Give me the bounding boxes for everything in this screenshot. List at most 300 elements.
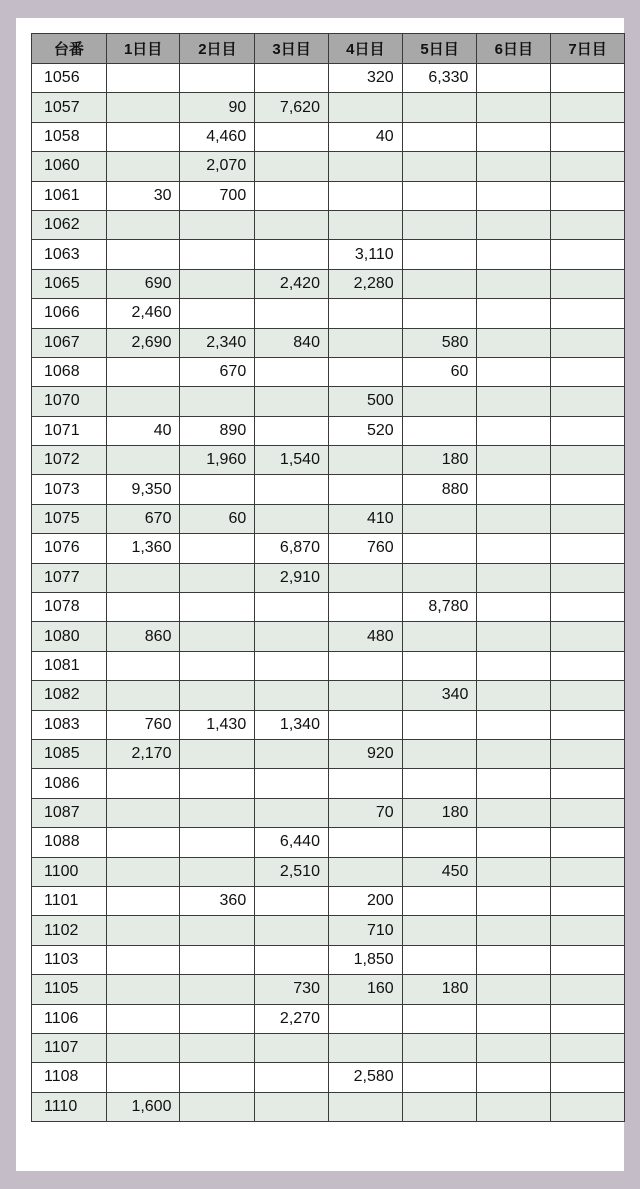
day-value-cell: 8,780	[402, 593, 477, 622]
day-value-cell	[477, 93, 551, 122]
machine-number-cell: 1078	[32, 593, 107, 622]
day-value-cell	[328, 152, 402, 181]
day-value-cell	[477, 769, 551, 798]
day-value-cell	[402, 1063, 477, 1092]
day-value-cell	[551, 739, 625, 768]
day-value-cell: 30	[106, 181, 180, 210]
day-value-cell	[402, 886, 477, 915]
day-value-cell: 70	[328, 798, 402, 827]
machine-number-cell: 1063	[32, 240, 107, 269]
day-value-cell	[328, 475, 402, 504]
day-value-cell	[477, 1004, 551, 1033]
day-value-cell	[551, 357, 625, 386]
day-value-cell	[106, 93, 180, 122]
day-value-cell: 2,170	[106, 739, 180, 768]
table-row	[32, 945, 625, 974]
day-value-cell: 1,340	[255, 710, 329, 739]
table-panel	[16, 18, 624, 1171]
day-value-cell	[477, 1092, 551, 1121]
day-value-cell	[477, 651, 551, 680]
day-value-cell	[180, 622, 255, 651]
machine-number-cell: 1072	[32, 446, 107, 475]
day-value-cell	[328, 563, 402, 592]
day-value-cell	[106, 240, 180, 269]
table-row	[32, 1092, 625, 1121]
day-value-cell	[402, 210, 477, 239]
day-value-cell	[180, 828, 255, 857]
day-value-cell	[477, 122, 551, 151]
day-value-cell	[180, 975, 255, 1004]
day-value-cell	[255, 387, 329, 416]
table-row	[32, 93, 625, 122]
day-value-cell	[477, 622, 551, 651]
day-value-cell	[180, 240, 255, 269]
day-value-cell: 160	[328, 975, 402, 1004]
day-value-cell	[106, 446, 180, 475]
day-value-cell	[255, 622, 329, 651]
day-value-cell	[328, 328, 402, 357]
day-value-cell	[477, 886, 551, 915]
day-value-cell	[477, 475, 551, 504]
table-body	[32, 64, 625, 1122]
day-value-cell	[255, 504, 329, 533]
day-value-cell	[477, 975, 551, 1004]
machine-number-cell: 1073	[32, 475, 107, 504]
machine-number-cell: 1107	[32, 1033, 107, 1062]
day-value-cell	[551, 593, 625, 622]
machine-number-cell: 1068	[32, 357, 107, 386]
day-value-cell	[477, 64, 551, 93]
day-value-cell	[328, 93, 402, 122]
day-value-cell: 60	[402, 357, 477, 386]
day-value-cell	[255, 798, 329, 827]
table-row	[32, 475, 625, 504]
day-value-cell	[328, 710, 402, 739]
table-row	[32, 534, 625, 563]
machine-number-cell: 1058	[32, 122, 107, 151]
table-row	[32, 1004, 625, 1033]
day-value-cell	[106, 357, 180, 386]
day-value-cell: 1,360	[106, 534, 180, 563]
day-value-cell	[477, 1033, 551, 1062]
day-value-cell	[551, 504, 625, 533]
table-row	[32, 681, 625, 710]
day-value-cell	[551, 886, 625, 915]
day-value-cell	[477, 152, 551, 181]
day-value-cell	[551, 622, 625, 651]
day-value-cell	[402, 534, 477, 563]
day-value-cell	[255, 299, 329, 328]
day-value-cell	[255, 593, 329, 622]
day-value-cell	[180, 563, 255, 592]
day-value-cell	[255, 357, 329, 386]
table-row	[32, 446, 625, 475]
day-value-cell	[255, 769, 329, 798]
table-row	[32, 299, 625, 328]
day-value-cell	[551, 181, 625, 210]
day-value-cell: 1,540	[255, 446, 329, 475]
day-value-cell	[402, 269, 477, 298]
day-value-cell	[477, 1063, 551, 1092]
day-value-cell	[477, 269, 551, 298]
day-value-cell	[180, 1063, 255, 1092]
day-value-cell	[551, 828, 625, 857]
day-value-cell	[551, 93, 625, 122]
day-value-cell	[477, 416, 551, 445]
day-value-cell	[551, 769, 625, 798]
day-value-cell	[255, 152, 329, 181]
day-value-cell	[477, 710, 551, 739]
day-value-cell	[551, 1033, 625, 1062]
day-value-cell	[255, 210, 329, 239]
day-value-cell: 180	[402, 446, 477, 475]
day-value-cell	[180, 593, 255, 622]
day-value-cell: 60	[180, 504, 255, 533]
day-value-cell: 180	[402, 798, 477, 827]
day-value-cell	[328, 681, 402, 710]
day-value-cell	[551, 857, 625, 886]
day-value-cell: 340	[402, 681, 477, 710]
day-value-cell	[328, 1004, 402, 1033]
machine-number-cell: 1067	[32, 328, 107, 357]
table-row	[32, 798, 625, 827]
machine-number-cell: 1088	[32, 828, 107, 857]
day-value-cell	[402, 710, 477, 739]
day-value-cell	[551, 945, 625, 974]
day-value-cell	[551, 269, 625, 298]
data-table	[31, 33, 625, 1122]
day-value-cell	[551, 1063, 625, 1092]
day-value-cell	[551, 916, 625, 945]
day-value-cell	[551, 475, 625, 504]
table-row	[32, 593, 625, 622]
table-row	[32, 269, 625, 298]
machine-number-cell: 1106	[32, 1004, 107, 1033]
day-value-cell	[477, 828, 551, 857]
day-value-cell: 580	[402, 328, 477, 357]
day-value-cell	[551, 328, 625, 357]
table-row	[32, 769, 625, 798]
header-cell-day5: 5日目	[402, 34, 477, 64]
day-value-cell	[477, 681, 551, 710]
day-value-cell: 2,340	[180, 328, 255, 357]
day-value-cell	[477, 798, 551, 827]
machine-number-cell: 1066	[32, 299, 107, 328]
day-value-cell	[106, 593, 180, 622]
day-value-cell	[402, 1033, 477, 1062]
machine-number-cell: 1081	[32, 651, 107, 680]
day-value-cell: 920	[328, 739, 402, 768]
table-row	[32, 1063, 625, 1092]
day-value-cell: 6,440	[255, 828, 329, 857]
day-value-cell: 1,600	[106, 1092, 180, 1121]
day-value-cell	[551, 534, 625, 563]
day-value-cell	[180, 916, 255, 945]
day-value-cell	[180, 299, 255, 328]
day-value-cell	[328, 593, 402, 622]
header-cell-day1: 1日目	[106, 34, 180, 64]
day-value-cell	[255, 651, 329, 680]
day-value-cell	[328, 299, 402, 328]
day-value-cell	[402, 563, 477, 592]
day-value-cell: 500	[328, 387, 402, 416]
machine-number-cell: 1065	[32, 269, 107, 298]
machine-number-cell: 1108	[32, 1063, 107, 1092]
day-value-cell	[180, 857, 255, 886]
machine-number-cell: 1102	[32, 916, 107, 945]
day-value-cell	[402, 828, 477, 857]
table-row	[32, 1033, 625, 1062]
day-value-cell	[180, 64, 255, 93]
header-cell-day7: 7日目	[551, 34, 625, 64]
day-value-cell	[551, 975, 625, 1004]
day-value-cell	[477, 563, 551, 592]
day-value-cell	[477, 240, 551, 269]
machine-number-cell: 1061	[32, 181, 107, 210]
day-value-cell	[551, 299, 625, 328]
day-value-cell	[477, 857, 551, 886]
day-value-cell	[328, 181, 402, 210]
day-value-cell	[255, 945, 329, 974]
day-value-cell	[180, 387, 255, 416]
machine-number-cell: 1110	[32, 1092, 107, 1121]
table-row	[32, 504, 625, 533]
machine-number-cell: 1085	[32, 739, 107, 768]
day-value-cell	[255, 1092, 329, 1121]
day-value-cell	[106, 210, 180, 239]
day-value-cell	[551, 563, 625, 592]
day-value-cell	[328, 651, 402, 680]
day-value-cell	[106, 122, 180, 151]
day-value-cell	[255, 886, 329, 915]
day-value-cell: 760	[106, 710, 180, 739]
table-row	[32, 563, 625, 592]
day-value-cell: 320	[328, 64, 402, 93]
machine-number-cell: 1083	[32, 710, 107, 739]
day-value-cell: 410	[328, 504, 402, 533]
header-cell-day4: 4日目	[328, 34, 402, 64]
day-value-cell: 1,430	[180, 710, 255, 739]
day-value-cell	[180, 681, 255, 710]
day-value-cell: 480	[328, 622, 402, 651]
day-value-cell	[106, 945, 180, 974]
day-value-cell: 700	[180, 181, 255, 210]
day-value-cell	[551, 240, 625, 269]
day-value-cell: 180	[402, 975, 477, 1004]
table-row	[32, 886, 625, 915]
day-value-cell	[477, 593, 551, 622]
day-value-cell	[477, 181, 551, 210]
machine-number-cell: 1101	[32, 886, 107, 915]
day-value-cell	[328, 357, 402, 386]
day-value-cell	[106, 563, 180, 592]
day-value-cell: 670	[180, 357, 255, 386]
day-value-cell	[180, 798, 255, 827]
day-value-cell	[106, 1063, 180, 1092]
machine-number-cell: 1056	[32, 64, 107, 93]
day-value-cell	[477, 945, 551, 974]
table-row	[32, 828, 625, 857]
day-value-cell	[180, 269, 255, 298]
day-value-cell: 360	[180, 886, 255, 915]
day-value-cell: 760	[328, 534, 402, 563]
day-value-cell: 2,280	[328, 269, 402, 298]
day-value-cell	[402, 416, 477, 445]
day-value-cell	[477, 299, 551, 328]
table-row	[32, 857, 625, 886]
table-row	[32, 210, 625, 239]
day-value-cell	[106, 798, 180, 827]
day-value-cell	[180, 1033, 255, 1062]
day-value-cell	[402, 299, 477, 328]
day-value-cell: 890	[180, 416, 255, 445]
day-value-cell	[402, 622, 477, 651]
day-value-cell: 3,110	[328, 240, 402, 269]
day-value-cell: 2,460	[106, 299, 180, 328]
day-value-cell	[402, 651, 477, 680]
day-value-cell	[551, 122, 625, 151]
table-row	[32, 181, 625, 210]
day-value-cell	[180, 1092, 255, 1121]
machine-number-cell: 1105	[32, 975, 107, 1004]
day-value-cell	[106, 975, 180, 1004]
day-value-cell	[106, 387, 180, 416]
day-value-cell	[551, 681, 625, 710]
machine-number-cell: 1076	[32, 534, 107, 563]
day-value-cell: 6,330	[402, 64, 477, 93]
day-value-cell	[180, 945, 255, 974]
day-value-cell	[106, 681, 180, 710]
machine-number-cell: 1070	[32, 387, 107, 416]
machine-number-cell: 1057	[32, 93, 107, 122]
machine-number-cell: 1087	[32, 798, 107, 827]
day-value-cell	[477, 916, 551, 945]
header-cell-day6: 6日目	[477, 34, 551, 64]
day-value-cell	[402, 387, 477, 416]
day-value-cell	[106, 886, 180, 915]
day-value-cell	[551, 416, 625, 445]
day-value-cell	[402, 181, 477, 210]
day-value-cell	[255, 240, 329, 269]
machine-number-cell: 1100	[32, 857, 107, 886]
day-value-cell: 2,510	[255, 857, 329, 886]
day-value-cell	[551, 64, 625, 93]
day-value-cell	[106, 857, 180, 886]
day-value-cell: 840	[255, 328, 329, 357]
table-row	[32, 916, 625, 945]
day-value-cell: 1,850	[328, 945, 402, 974]
day-value-cell	[180, 1004, 255, 1033]
day-value-cell	[477, 357, 551, 386]
table-row	[32, 651, 625, 680]
day-value-cell	[328, 1033, 402, 1062]
header-cell-day3: 3日目	[255, 34, 329, 64]
day-value-cell: 710	[328, 916, 402, 945]
day-value-cell	[255, 916, 329, 945]
day-value-cell	[402, 240, 477, 269]
day-value-cell	[477, 210, 551, 239]
day-value-cell	[477, 387, 551, 416]
day-value-cell	[106, 769, 180, 798]
day-value-cell: 2,070	[180, 152, 255, 181]
day-value-cell	[551, 152, 625, 181]
day-value-cell	[180, 210, 255, 239]
day-value-cell	[328, 1092, 402, 1121]
table-row	[32, 152, 625, 181]
day-value-cell	[551, 798, 625, 827]
day-value-cell	[477, 328, 551, 357]
day-value-cell	[477, 504, 551, 533]
day-value-cell	[106, 1033, 180, 1062]
day-value-cell	[402, 739, 477, 768]
day-value-cell	[402, 945, 477, 974]
table-row	[32, 64, 625, 93]
day-value-cell	[328, 446, 402, 475]
day-value-cell: 40	[328, 122, 402, 151]
day-value-cell	[106, 152, 180, 181]
day-value-cell: 7,620	[255, 93, 329, 122]
table-row	[32, 357, 625, 386]
day-value-cell	[255, 739, 329, 768]
day-value-cell	[402, 93, 477, 122]
day-value-cell	[255, 475, 329, 504]
day-value-cell	[551, 446, 625, 475]
day-value-cell: 4,460	[180, 122, 255, 151]
day-value-cell	[551, 387, 625, 416]
day-value-cell	[477, 534, 551, 563]
day-value-cell: 2,690	[106, 328, 180, 357]
day-value-cell: 690	[106, 269, 180, 298]
day-value-cell	[328, 769, 402, 798]
day-value-cell: 2,270	[255, 1004, 329, 1033]
day-value-cell	[255, 1033, 329, 1062]
day-value-cell	[180, 739, 255, 768]
day-value-cell	[180, 475, 255, 504]
day-value-cell	[551, 1004, 625, 1033]
day-value-cell	[180, 769, 255, 798]
day-value-cell	[402, 152, 477, 181]
header-cell-machine: 台番	[32, 34, 107, 64]
day-value-cell: 670	[106, 504, 180, 533]
day-value-cell	[402, 769, 477, 798]
day-value-cell	[551, 1092, 625, 1121]
table-row	[32, 240, 625, 269]
machine-number-cell: 1080	[32, 622, 107, 651]
day-value-cell	[255, 64, 329, 93]
table-row	[32, 122, 625, 151]
day-value-cell: 450	[402, 857, 477, 886]
day-value-cell: 6,870	[255, 534, 329, 563]
machine-number-cell: 1060	[32, 152, 107, 181]
table-row	[32, 739, 625, 768]
day-value-cell	[551, 710, 625, 739]
day-value-cell	[551, 210, 625, 239]
day-value-cell	[402, 1092, 477, 1121]
day-value-cell	[551, 651, 625, 680]
machine-number-cell: 1071	[32, 416, 107, 445]
machine-number-cell: 1062	[32, 210, 107, 239]
day-value-cell	[328, 210, 402, 239]
day-value-cell	[402, 122, 477, 151]
header-row	[32, 34, 625, 64]
table-row	[32, 387, 625, 416]
day-value-cell	[328, 857, 402, 886]
day-value-cell	[477, 739, 551, 768]
day-value-cell	[255, 416, 329, 445]
header-cell-day2: 2日目	[180, 34, 255, 64]
day-value-cell	[255, 681, 329, 710]
day-value-cell	[477, 446, 551, 475]
